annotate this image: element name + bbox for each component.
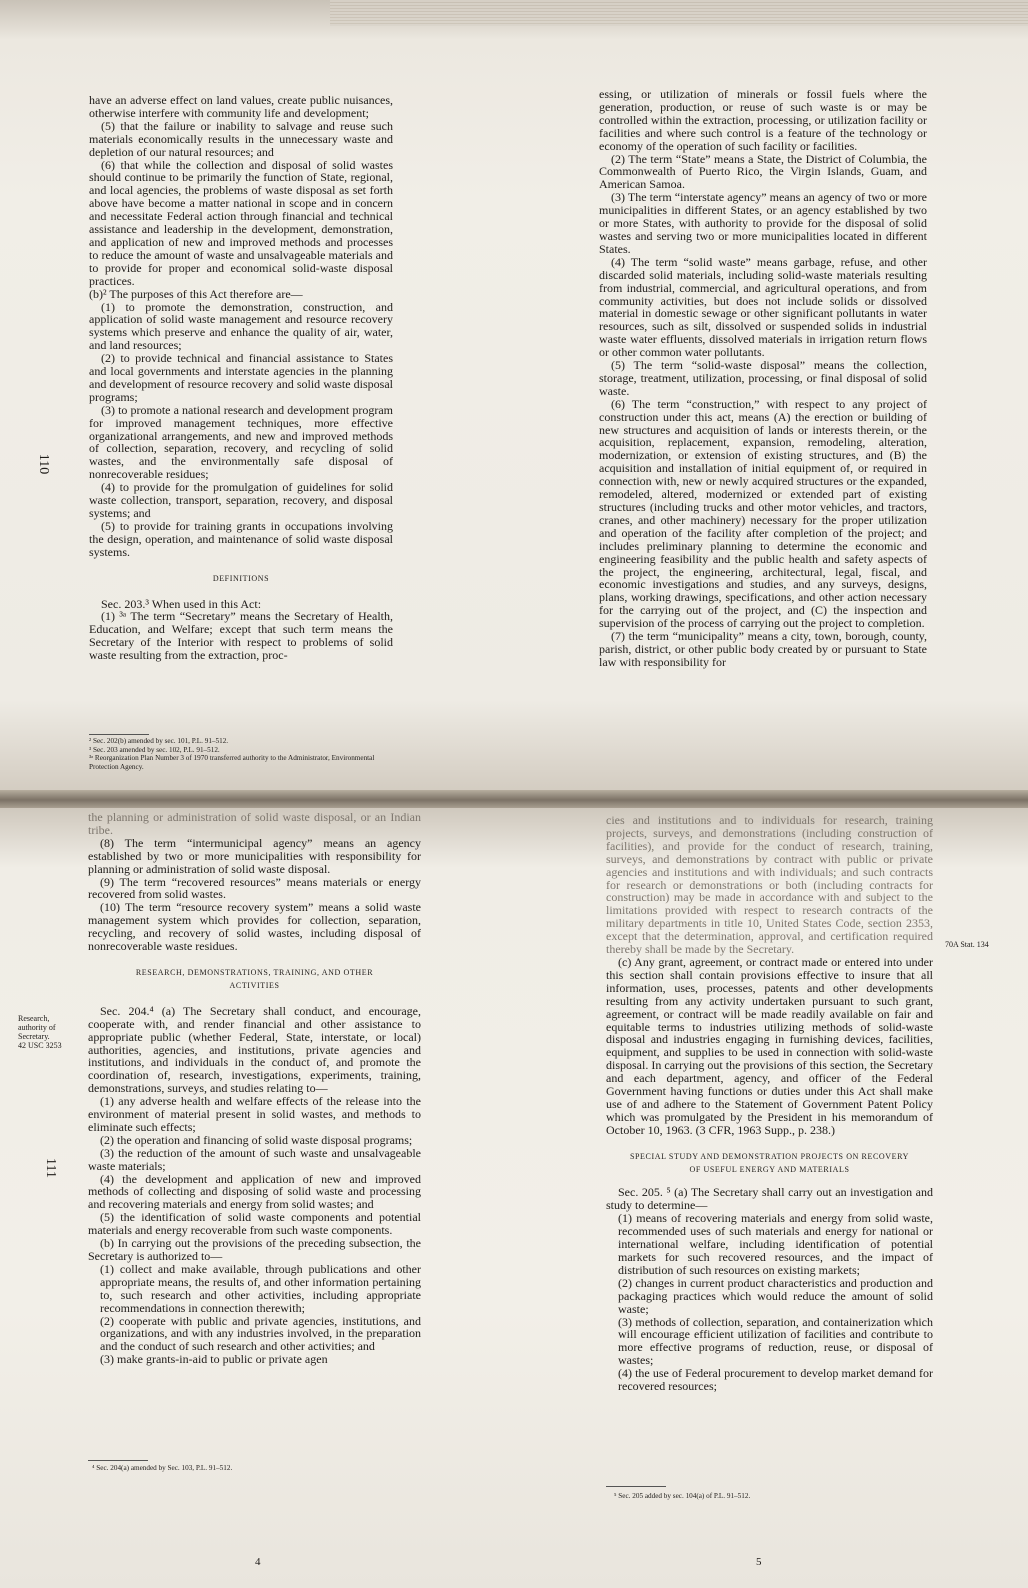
paragraph: (1) means of recovering materials and energy from solid waste, recommended uses of such materials and energy for national or international welfare, including identification of potential markets for such recovered resources, and the impact of distribution of such resources on existing markets; bbox=[618, 1211, 933, 1277]
bottom-left-column bbox=[88, 811, 421, 1366]
paragraph: (7) the term “municipality” means a city, town, borough, county, parish, district, or other public body created by or pursuant to State law with responsibility for bbox=[599, 629, 927, 669]
paragraph: (2) The term “State” means a State, the District of Columbia, the Commonwealth of Puerto Rico, the Virgin Islands, Guam, and American Samoa. bbox=[599, 151, 927, 192]
margin-note-line: Secretary. bbox=[18, 1032, 50, 1041]
page-gutter bbox=[0, 790, 1028, 810]
paragraph: (6) that while the collection and disposal of solid wastes should continue to be primarily the function of State, regional, and local agencies, the problems of waste disposal as set forth above have become a matter national in scope and in concern and necessitate Federal action through financial and technical assistance and leadership in the development, demonstration, and application of new and improved methods and processes to reduce the amount of waste and unsalvageable materials and to provide for proper and economical solid-waste disposal practices. bbox=[89, 157, 393, 288]
section-heading: DEFINITIONS bbox=[212, 573, 270, 583]
paragraph: (10) The term “resource recovery system” means a solid waste management system which provides for collection, separation, recycling, and recovery of solid wastes, including disposal of nonrecoverable waste residues. bbox=[88, 900, 421, 954]
paragraph: (3) make grants-in-aid to public or private agen bbox=[100, 1352, 328, 1367]
footnote: ⁵ Sec. 205 added by sec. 104(a) of P.L. 91–512. bbox=[614, 1492, 751, 1500]
margin-note-line: 42 USC 3253 bbox=[18, 1041, 62, 1050]
paragraph: (3) methods of collection, separation, and containerization which will encourage efficient utilization of facilities and contribute to more effective programs of reduction, reuse, or disposal of wastes; bbox=[618, 1314, 933, 1368]
paragraph: (6) The term “construction,” with respect to any project of construction under this act, means (A) the erection or building of new structures and acquisition of lands or interests therein, or the acquisition, replacement, expansion, remodeling, alteration, modernization, or extension of existing structures, and (B) the acquisition and installation of initial equipment of, or required in connection with, new or newly acquired structures or the expanded, remodeled, altered, modernized or extended part of existing structures (including trucks and other motor vehicles, and tractors, cranes, and other machinery) necessary for the proper utilization and operation of the facility after completion of the project; and includes preliminary planning to determine the economic and engineering feasibility and the public health and safety aspects of the project, the engineering, architectural, legal, fiscal, and economic investigations and studies, and any surveys, designs, plans, working drawings, specifications, and other action necessary for the carrying out of the project, and (C) the inspection and supervision of the process of carrying out the project to completion. bbox=[599, 396, 927, 631]
paragraph: the planning or administration of solid waste disposal, or an Indian tribe. bbox=[88, 810, 421, 837]
side-page-number: 111 bbox=[42, 1158, 58, 1178]
section-heading-line2: ACTIVITIES bbox=[229, 980, 280, 990]
paragraph: (2) to provide technical and financial assistance to States and local governments and interstate agencies in the planning and development of resource recovery and solid waste disposal programs; bbox=[89, 351, 393, 404]
paragraph: (3) to promote a national research and development program for improved management techniques, more effective organizational arrangements, and new and improved methods of collection, separation, recovery, and recycling of solid wastes, and the environmentally safe disposal of nonrecoverable residues; bbox=[89, 402, 393, 482]
bottom-right-column bbox=[606, 814, 933, 1393]
paragraph: (2) cooperate with public and private agencies, institutions, and organizations, and with any industries involved, in the preparation and the conduct of such research and other activities; and bbox=[100, 1313, 421, 1354]
paragraph: cies and institutions and to individuals for research, training projects, surveys, and demonstrations (including construction of facilities), and provide for the conduct of research, training, surveys, and demonstrations by contract with public or private agencies and institutions and with individuals; and such contracts for research or demonstrations or both (including contracts for construction) may be made in accordance with and subject to the limitations provided with respect to research contracts of the military departments in title 10, United States Code, section 2353, except that the determination, approval, and certification required thereby shall be made by the Secretary. bbox=[606, 813, 933, 957]
footnote-rule bbox=[606, 1486, 666, 1487]
page-number: 4 bbox=[255, 1556, 261, 1568]
section-heading: SPECIAL STUDY AND DEMONSTRATION PROJECTS ON RECOVERY bbox=[629, 1151, 910, 1161]
paragraph: (1) any adverse health and welfare effects of the release into the environment of material present in solid wastes, and methods to eliminate such effects; bbox=[88, 1094, 421, 1134]
paragraph: (5) to provide for training grants in occupations involving the design, operation, and maintenance of solid waste disposal systems. bbox=[89, 518, 393, 559]
footnote: ³ Sec. 203 amended by sec. 102, P.L. 91–512. bbox=[89, 745, 220, 754]
section-heading: RESEARCH, DEMONSTRATIONS, TRAINING, AND OTHER bbox=[135, 967, 374, 977]
paragraph: (4) The term “solid waste” means garbage, refuse, and other discarded solid materials, including solid-waste materials resulting from industrial, commercial, and agricultural operations, and from community activities, but does not include solids or dissolved material in domestic sewage or other significant pollutants in water resources, such as silt, dissolved or suspended solids in industrial waste water effluents, dissolved materials in irrigation return flows or other common water pollutants. bbox=[599, 254, 927, 360]
paragraph: (8) The term “intermunicipal agency” means an agency established by two or more municipalities with responsibility for planning or administration of solid waste disposal. bbox=[88, 835, 421, 876]
paragraph: (4) the development and application of new and improved methods of collecting and disposing of solid waste and processing and recovering materials and energy from solid wastes; and bbox=[88, 1171, 421, 1212]
paragraph: (2) changes in current product characteristics and production and packaging practices which would reduce the amount of solid waste; bbox=[618, 1275, 933, 1316]
footnotes bbox=[89, 737, 393, 771]
top-left-column bbox=[89, 94, 393, 662]
paragraph: Sec. 203.³ When used in this Act: bbox=[101, 596, 262, 611]
paragraph: (5) the identification of solid waste components and potential materials and energy recoverable from such waste components. bbox=[88, 1210, 421, 1238]
page-number: 5 bbox=[756, 1556, 762, 1568]
paragraph: have an adverse effect on land values, create public nuisances, otherwise interfere with community life and development; bbox=[89, 93, 393, 120]
margin-note bbox=[18, 1014, 74, 1050]
footnote-rule bbox=[89, 734, 149, 735]
paragraph: (3) the reduction of the amount of such waste and unsalvageable waste materials; bbox=[88, 1145, 421, 1173]
paragraph: (3) The term “interstate agency” means an agency of two or more municipalities in different States, or an agency established by two or more States, with authority to provide for the disposal of solid wastes and serving two or more municipalities located in different States. bbox=[599, 190, 927, 256]
page-edge bbox=[330, 0, 1028, 26]
paragraph: Sec. 205. ⁵ (a) The Secretary shall carry out an investigation and study to determine— bbox=[606, 1185, 933, 1213]
paragraph: (4) the use of Federal procurement to develop market demand for recovered resources; bbox=[618, 1366, 933, 1394]
footnote: ⁴ Sec. 204(a) amended by Sec. 103, P.L. 91–512. bbox=[92, 1464, 233, 1472]
footnote: ² Sec. 202(b) amended by sec. 101, P.L. 91–512. bbox=[89, 737, 229, 745]
footnote: ³ᵃ Reorganization Plan Number 3 of 1970 transferred authority to the Administrator, Environmental Protection Agency. bbox=[89, 754, 375, 771]
paragraph: (2) the operation and financing of solid waste disposal programs; bbox=[100, 1132, 413, 1147]
paragraph: (c) Any grant, agreement, or contract made or entered into under this section shall contain provisions effective to insure that all information, uses, processes, patents and other developments resulting from any activity undertaken pursuant to such grant, agreement, or contract will be made readily available on fair and equitable terms to industries utilizing methods of solid-waste disposal and industries engaging in furnishing devices, facilities, equipment, and supplies to be used in connection with solid-waste disposal. In carrying out the provisions of this section, the Secretary and each department, agency, and officer of the Federal Government having functions or duties under this Act shall make use of and adhere to the Statement of Government Patent Policy which was promulgated by the President in his memorandum of October 10, 1963. (3 CFR, 1963 Supp., p. 238.) bbox=[606, 954, 933, 1137]
side-page-number: 110 bbox=[36, 453, 52, 475]
paragraph: (1) ³ᵃ The term “Secretary” means the Secretary of Health, Education, and Welfare; except that such term means the Secretary of the Interior with respect to problems of solid waste resulting from the extraction, proc- bbox=[89, 609, 393, 663]
paragraph: (4) to provide for the promulgation of guidelines for solid waste collection, transport, separation, recovery, and disposal systems; and bbox=[89, 480, 393, 520]
paragraph: essing, or utilization of minerals or fossil fuels where the generation, production, or reuse of such waste is or may be controlled within the extraction, processing, or utilization facility or facilities and where such control is a feature of the technology or economy of the operation of such facility or facilities. bbox=[599, 87, 927, 153]
paragraph: (1) collect and make available, through publications and other appropriate means, the results of, and other information pertaining to, such research and other activities, including appropriate recommendations in connection therewith; bbox=[100, 1261, 421, 1315]
paragraph: (5) that the failure or inability to salvage and reuse such materials economically results in the unnecessary waste and depletion of our natural resources; and bbox=[89, 118, 393, 159]
top-right-column bbox=[599, 88, 927, 669]
paragraph: (b) In carrying out the provisions of the preceding subsection, the Secretary is authorized to— bbox=[88, 1236, 421, 1263]
section-heading-line2: OF USEFUL ENERGY AND MATERIALS bbox=[689, 1164, 850, 1174]
footnote-rule bbox=[88, 1460, 148, 1461]
paragraph: (b)² The purposes of this Act therefore are— bbox=[89, 286, 303, 301]
paragraph: (9) The term “recovered resources” means materials or energy recovered from solid wastes. bbox=[88, 874, 421, 902]
paragraph: (5) The term “solid-waste disposal” means the collection, storage, treatment, utilization, processing, or final disposal of solid waste. bbox=[599, 358, 927, 398]
margin-note-line: Research, bbox=[18, 1014, 50, 1023]
margin-note-line: authority of bbox=[18, 1023, 56, 1032]
margin-note: 70A Stat. 134 bbox=[945, 940, 989, 949]
paragraph: (1) to promote the demonstration, construction, and application of solid waste management and resource recovery systems which preserve and enhance the quality of air, water, and land resources; bbox=[89, 299, 393, 353]
paragraph: Sec. 204.⁴ (a) The Secretary shall conduct, and encourage, cooperate with, and render financial and other assistance to appropriate public (whether Federal, State, interstate, or local) authorities, agencies, and institutions, private agencies and institutions, and individuals in the conduct of, and promote the coordination of, research, investigations, experiments, training, demonstrations, surveys, and studies relating to— bbox=[88, 1003, 421, 1096]
